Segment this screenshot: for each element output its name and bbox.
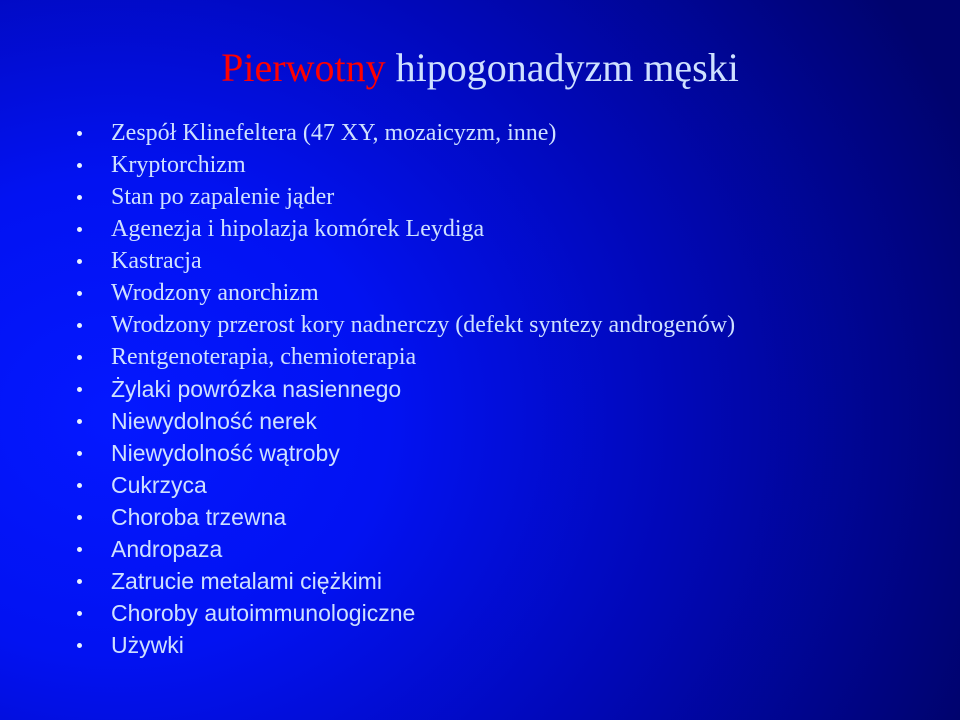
list-item-text: Wrodzony anorchizm: [111, 280, 319, 306]
bullet-dot: [77, 579, 82, 584]
list-item-text: Andropaza: [111, 536, 223, 562]
bullet-dot: [77, 483, 82, 488]
list-item-text: Kastracja: [111, 248, 202, 274]
bullet-dot: [77, 387, 82, 392]
bullet-dot: [77, 515, 82, 520]
bullet-dot: [77, 259, 82, 264]
list-item-text: Niewydolność nerek: [111, 408, 317, 434]
list-item-text: Wrodzony przerost kory nadnerczy (defekt syntezy androgenów): [111, 312, 736, 338]
list-item-text: Rentgenoterapia, chemioterapia: [111, 344, 417, 370]
bullet-dot: [77, 547, 82, 552]
list-item-text: Zatrucie metalami ciężkimi: [111, 568, 382, 594]
bullet-dot: [77, 163, 82, 168]
bullet-dot: [77, 419, 82, 424]
list-item-text: Niewydolność wątroby: [111, 440, 340, 466]
list-item-text: Żylaki powrózka nasiennego: [111, 376, 402, 402]
bullet-dot: [77, 227, 82, 232]
bullet-dot: [77, 291, 82, 296]
list-item-text: Cukrzyca: [111, 472, 207, 498]
list-item-text: Stan po zapalenie jąder: [111, 184, 335, 210]
bullet-dot: [77, 195, 82, 200]
list-item-text: Choroba trzewna: [111, 504, 287, 530]
slide-title: [0, 40, 960, 96]
list-item-text: Zespół Klinefeltera (47 XY, mozaicyzm, inne): [111, 120, 557, 146]
title-accent-word: Pierwotny: [221, 45, 386, 90]
bullet-dot: [77, 451, 82, 456]
bullet-dot: [77, 355, 82, 360]
bullet-dot: [77, 611, 82, 616]
bullet-dot: [77, 131, 82, 136]
title-rest: hipogonadyzm męski: [395, 45, 739, 90]
bullet-dot: [77, 643, 82, 648]
list-item-text: Używki: [111, 632, 184, 658]
list-item-text: Choroby autoimmunologiczne: [111, 600, 416, 626]
list-item-text: Agenezja i hipolazja komórek Leydiga: [111, 216, 485, 242]
list-item-text: Kryptorchizm: [111, 152, 246, 178]
bullet-dot: [77, 323, 82, 328]
